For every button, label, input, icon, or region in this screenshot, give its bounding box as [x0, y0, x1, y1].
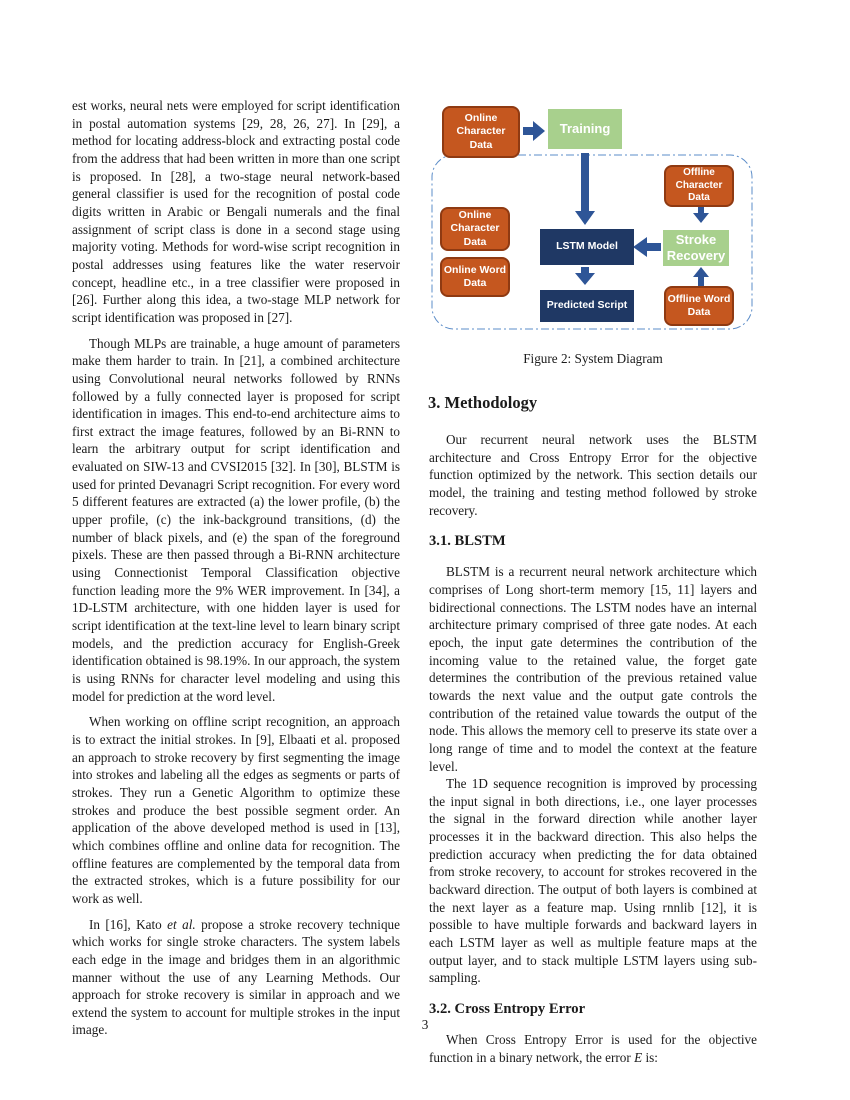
left-column	[72, 97, 400, 1047]
paragraph-related-work-3: When working on offline script recognition, an approach is to extract the initial strokes. In [9], Elbaati et al. proposed an approach to stroke recovery by first segmenting the image into strokes and labeling all the edges as segments or parts of strokes. They run a Genetic Algorithm to optimize these strokes and produce the best possible segment order. An application of the above developed method is used in [13], which combines offline and online data for recognition. The offline features are complemented by the temporal data from the extracted strokes, which is a future possibility for our work as well.	[72, 714, 400, 906]
predicted-script-box: Predicted Script	[540, 290, 634, 322]
paragraph-blstm-2: The 1D sequence recognition is improved by processing the input signal in both directions, i.e., one layer processes the signal in the forward direction while another layer processes it in the backward direction. This also helps the prediction accuracy when predicting the for data obtained from stroke recovery, to account for strokes recovered in the backward direction. The output of both layers is combined at the next layer as a feature map. Using rnnlib [12], it is possible to have multiple forwards and backward layers in each LSTM layer as well as multiple feature maps at the output layer, and to stack multiple LSTM layers using sub-sampling.	[429, 776, 757, 986]
p4-emphasis: et al.	[167, 916, 196, 932]
right-column	[429, 97, 757, 1074]
cee-text-a: When Cross Entropy Error is used for the objective function in a binary network, the error	[429, 1032, 757, 1065]
training-box: Training	[548, 109, 622, 149]
online-character-data-box-top: Online Character Data	[442, 106, 520, 158]
offline-word-data-box: Offline Word Data	[664, 286, 734, 326]
p4-text-b: propose a stroke recovery technique which works for single stroke characters. The system labels each edge in the image and bridges them in an algorithmic manner without the use of any Learning Methods. Our approach for stroke recovery is similar in approach and we extend the system to account for multiple strokes in the input image.	[72, 916, 400, 1038]
arrow-offline-word-to-stroke	[693, 267, 709, 287]
figure-caption: Figure 2: System Diagram	[523, 351, 663, 366]
paragraph-cross-entropy	[429, 1031, 757, 1066]
arrow-to-training	[523, 121, 545, 141]
paragraph-methodology: Our recurrent neural network uses the BLSTM architecture and Cross Entropy Error for the objective function optimized by the network. This section details our model, the training and testing method followed by stroke recovery.	[429, 432, 757, 518]
arrow-lstm-to-predicted	[575, 267, 595, 285]
offline-character-data-box: Offline Character Data	[664, 165, 734, 207]
paragraph-related-work-2: Though MLPs are trainable, a huge amount of parameters make them harder to train. In [21], a combined architecture using Convolutional neural networks followed by RNNs followed by a fully connected layer is proposed for script identification in images. This end-to-end architecture aims to first extract the image features, followed by an Bi-RNN to learn the arbitrary output for script identification and evaluated on SIW-13 and CVSI2015 [32]. In [30], BLSTM is used for printed Devanagri Script recognition. For every word 5 different features are extracted (a) the lower profile, (b) the upper profile, (c) the ink-background transitions, (d) the number of black pixels, and (e) the span of the foreground pixels. These are then passed through a Bi-RNN architecture using Connectionist Temporal Classification objective function leading more the 9% WER improvement. In [34], a 1D-LSTM architecture, with one hidden layer is used for script identification at the text-line level to learn binary script models, and the prediction accuracy for English-Greek identification obtained is 98.19%. In our approach, the system is using RNNs for character level modeling and using this model for prediction at the word level.	[72, 335, 400, 704]
lstm-model-box: LSTM Model	[540, 229, 634, 265]
cee-variable-e: E	[634, 1049, 643, 1065]
paragraph-blstm-1: BLSTM is a recurrent neural network architecture which comprises of Long short-term memory [15, 11] layers and bidirectional connections. The LSTM nodes have an internal architecture primary comprised of three gate nodes. At each epoch, the input gate determines the contribution of the incoming value to the retained value, the forget gate determines the contribution of the previous retained value towards the next value and the output gate controls the contribution of the retained value towards the output of the node. This allows the memory cell to preserve its state over a long range of time and to model the context at the feature level.	[429, 564, 757, 774]
page-number: 3	[421, 1017, 429, 1032]
section-heading-methodology: 3. Methodology	[428, 393, 538, 412]
arrow-stroke-to-lstm	[633, 237, 661, 257]
online-character-data-box-left: Online Character Data	[440, 207, 510, 251]
subsection-heading-cross-entropy: 3.2. Cross Entropy Error	[429, 1001, 586, 1018]
arrow-training-to-lstm	[575, 153, 595, 225]
subsection-heading-blstm: 3.1. BLSTM	[429, 533, 506, 550]
system-diagram	[429, 97, 757, 337]
paragraph-related-work-1: est works, neural nets were employed for script identification in postal automation systems [29, 28, 26, 27]. In [29], a method for locating address-block and extracting postal code from the address that had been written in more than one script is proposed. In [28], a two-stage neural network-based general classifier is used for the recognition of postal code digits written in Arabic or Bengali numerals and the final assignment of script class is done in a second stage using majority voting. Methods for word-wise script recognition in postal addresses using features like the water reservoir concept, headline etc., in a tree classifier were proposed in [26]. Further along this idea, a two-stage MLP network for script identification was proposed in [27].	[72, 98, 400, 325]
p4-text-a: In [16], Kato	[89, 916, 168, 932]
stroke-recovery-box: Stroke Recovery	[663, 230, 729, 266]
arrow-offline-char-to-stroke	[693, 207, 709, 223]
cee-text-b: is:	[642, 1049, 658, 1065]
online-word-data-box: Online Word Data	[440, 257, 510, 297]
